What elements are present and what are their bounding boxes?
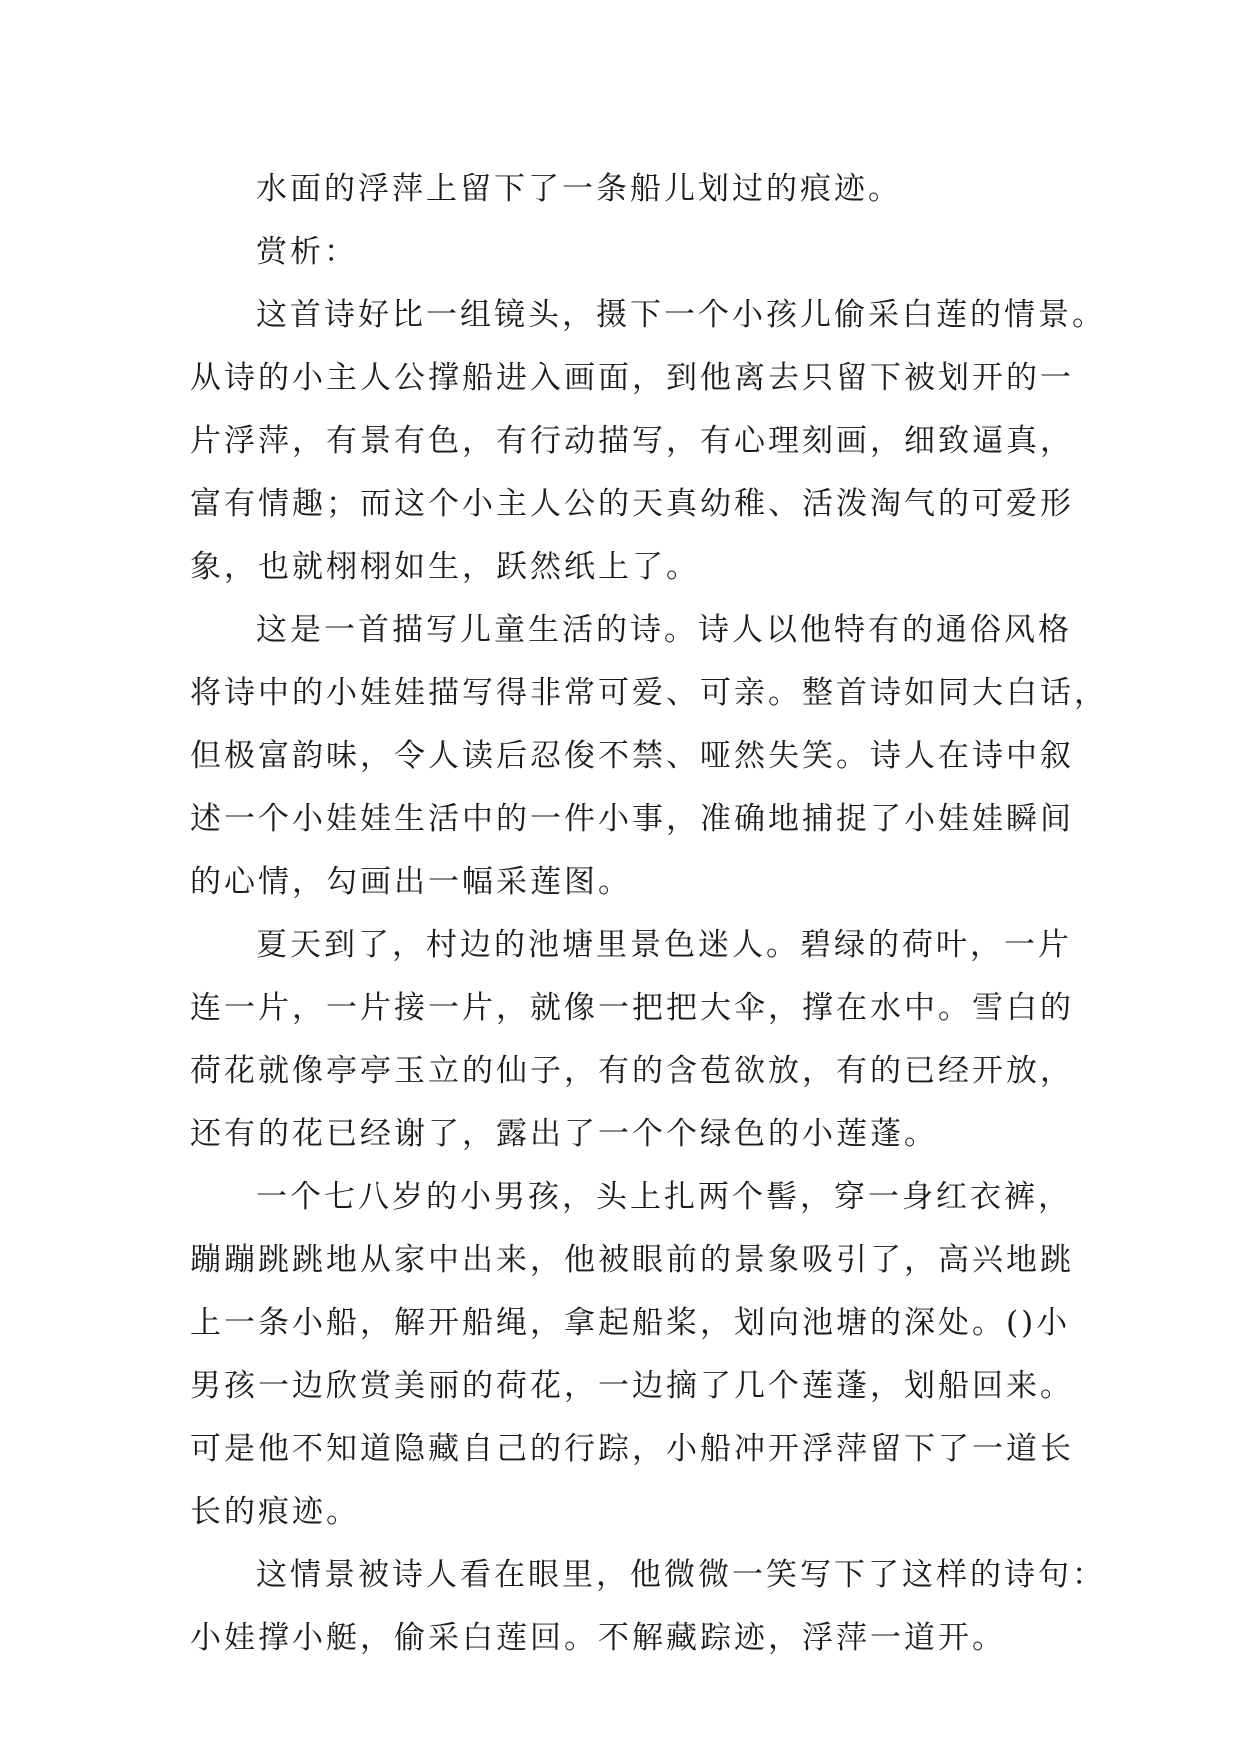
paragraph-2-line: 将诗中的小娃娃描写得非常可爱、可亲。整首诗如同大白话， bbox=[190, 675, 1108, 711]
paragraph-2-line: 述一个小娃娃生活中的一件小事，准确地捕捉了小娃娃瞬间 bbox=[190, 801, 1074, 837]
paragraph-3-line: 荷花就像亭亭玉立的仙子，有的含苞欲放，有的已经开放， bbox=[190, 1053, 1074, 1089]
text-line: 水面的浮萍上留下了一条船儿划过的痕迹。 bbox=[256, 171, 902, 207]
paragraph-1-line: 这首诗好比一组镜头，摄下一个小孩儿偷采白莲的情景。 bbox=[256, 297, 1106, 333]
paragraph-3-line: 夏天到了，村边的池塘里景色迷人。碧绿的荷叶，一片 bbox=[256, 927, 1072, 963]
paragraph-2-line: 但极富韵味，令人读后忍俊不禁、哑然失笑。诗人在诗中叙 bbox=[190, 738, 1074, 774]
paragraph-5-line: 这情景被诗人看在眼里，他微微一笑写下了这样的诗句： bbox=[256, 1557, 1106, 1593]
paragraph-4-line: 上一条小船，解开船绳，拿起船桨，划向池塘的深处。()小 bbox=[190, 1305, 1071, 1341]
paragraph-4-line: 蹦蹦跳跳地从家中出来，他被眼前的景象吸引了，高兴地跳 bbox=[190, 1242, 1074, 1278]
section-heading: 赏析： bbox=[256, 234, 358, 270]
document-body bbox=[190, 158, 1108, 1670]
paragraph-3-line: 还有的花已经谢了，露出了一个个绿色的小莲蓬。 bbox=[190, 1116, 938, 1152]
paragraph-1-line: 片浮萍，有景有色，有行动描写，有心理刻画，细致逼真， bbox=[190, 423, 1074, 459]
paragraph-1-line: 象，也就栩栩如生，跃然纸上了。 bbox=[190, 549, 700, 585]
paragraph-4-line: 可是他不知道隐藏自己的行踪，小船冲开浮萍留下了一道长 bbox=[190, 1431, 1074, 1467]
paragraph-2-line: 这是一首描写儿童生活的诗。诗人以他特有的通俗风格 bbox=[256, 612, 1072, 648]
paragraph-4-line: 男孩一边欣赏美丽的荷花，一边摘了几个莲蓬，划船回来。 bbox=[190, 1368, 1074, 1404]
paragraph-4-line: 一个七八岁的小男孩，头上扎两个髻，穿一身红衣裤， bbox=[256, 1179, 1072, 1215]
paragraph-4-line: 长的痕迹。 bbox=[190, 1494, 360, 1530]
poem-line: 小娃撑小艇，偷采白莲回。不解藏踪迹，浮萍一道开。 bbox=[190, 1620, 1006, 1656]
paragraph-3-line: 连一片，一片接一片，就像一把把大伞，撑在水中。雪白的 bbox=[190, 990, 1074, 1026]
paragraph-1-line: 富有情趣；而这个小主人公的天真幼稚、活泼淘气的可爱形 bbox=[190, 486, 1074, 522]
paragraph-1-line: 从诗的小主人公撑船进入画面，到他离去只留下被划开的一 bbox=[190, 360, 1074, 396]
paragraph-2-line: 的心情，勾画出一幅采莲图。 bbox=[190, 864, 632, 900]
